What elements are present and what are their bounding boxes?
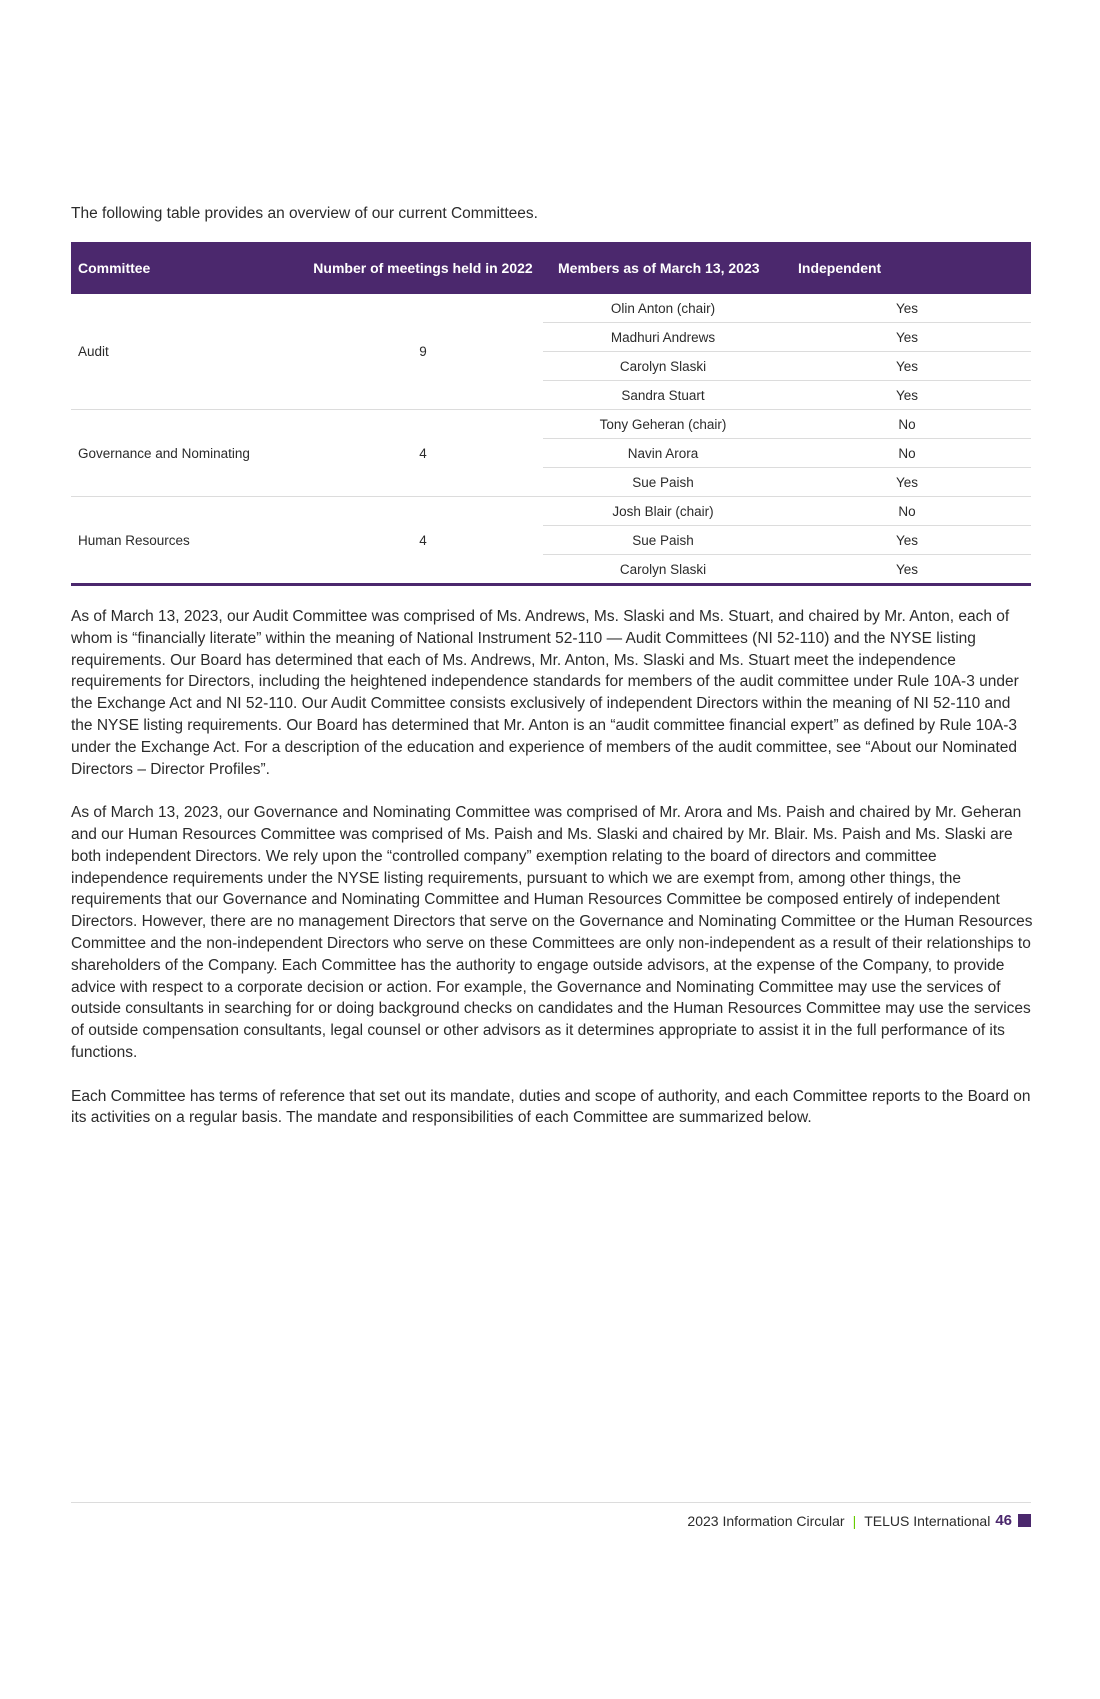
header-meetings: Number of meetings held in 2022 [303,242,543,294]
committee-name: Audit [71,294,303,410]
paragraph-governance-hr: As of March 13, 2023, our Governance and Nominating Committee was comprised of Mr. Arora and Ms. Paish and chaired by Mr. Geheran and our Human Resources Committee was comprised of Ms. Paish and Ms. Slaski and chaired by Mr. Blair. Ms. Paish and Ms. Slaski are both independent Directors. We rely upon the “controlled company” exemption relating to the board of directors and committee independence requirements under the NYSE listing requirements, pursuant to which we are exempt from, among other things, the requirements that our Governance and Nominating Committee and Human Resources Committee be composed entirely of independent Directors. However, there are no management Directors that serve on the Governance and Nominating Committee or the Human Resources Committee and the non-independent Directors who serve on these Committees are only non-independent as a result of their relationships to shareholders of the Company. Each Committee has the authority to engage outside advisors, at the expense of the Company, to provide advice with respect to a corporate decision or action. For example, the Governance and Nominating Committee may use the services of outside consultants in searching for or doing background checks on candidates and the Human Resources Committee may use the services of outside compensation consultants, legal counsel or other advisors as it determines appropriate to assist it in the full performance of its functions. [71,804,1033,1061]
body-text [71,606,1033,1151]
page-number: 46 [995,1512,1012,1529]
meetings-count: 9 [303,294,543,410]
meetings-count: 4 [303,497,543,585]
footer-separator: | [852,1512,857,1529]
footer-publication: 2023 Information Circular [687,1512,845,1529]
independent-value: Yes [783,323,1031,352]
table-row [71,410,1031,439]
member-name: Olin Anton (chair) [543,294,783,323]
member-name: Navin Arora [543,439,783,468]
table-row [71,497,1031,526]
footer-company: TELUS International [864,1512,991,1529]
independent-value: Yes [783,381,1031,410]
member-name: Sue Paish [543,468,783,497]
committees-table [71,242,1031,586]
independent-value: No [783,439,1031,468]
member-name: Madhuri Andrews [543,323,783,352]
member-name: Carolyn Slaski [543,555,783,585]
committee-name: Governance and Nominating [71,410,303,497]
independent-value: No [783,410,1031,439]
table-header-row [71,242,1031,294]
header-committee: Committee [71,242,303,294]
member-name: Sandra Stuart [543,381,783,410]
member-name: Carolyn Slaski [543,352,783,381]
header-independent: Independent [783,242,1031,294]
table-row [71,294,1031,323]
meetings-count: 4 [303,410,543,497]
square-marker-icon [1018,1514,1031,1527]
footer-divider [71,1502,1031,1503]
document-page [71,0,1031,1699]
page-footer [687,1512,1031,1529]
paragraph-audit-committee: As of March 13, 2023, our Audit Committee was comprised of Ms. Andrews, Ms. Slaski and Ms. Stuart, and chaired by Mr. Anton, each of whom is “financially literate” within the meaning of National Instrument 52-110 — Audit Committees (NI 52-110) and the NYSE listing requirements. Our Board has determined that each of Ms. Andrews, Mr. Anton, Ms. Slaski and Ms. Stuart meet the independence requirements for Directors, including the heightened independence standards for members of the audit committee under Rule 10A-3 under the Exchange Act and NI 52-110. Our Audit Committee consists exclusively of independent Directors within the meaning of NI 52-110 and the NYSE listing requirements. Our Board has determined that Mr. Anton is an “audit committee financial expert” as defined by Rule 10A-3 under the Exchange Act. For a description of the education and experience of members of the audit committee, see “About our Nominated Directors – Director Profiles”. [71,608,1019,778]
table-intro: The following table provides an overview of our current Committees. [71,205,538,222]
independent-value: Yes [783,555,1031,585]
committee-name: Human Resources [71,497,303,585]
header-members: Members as of March 13, 2023 [543,242,783,294]
independent-value: No [783,497,1031,526]
independent-value: Yes [783,526,1031,555]
independent-value: Yes [783,352,1031,381]
member-name: Josh Blair (chair) [543,497,783,526]
member-name: Tony Geheran (chair) [543,410,783,439]
independent-value: Yes [783,468,1031,497]
independent-value: Yes [783,294,1031,323]
member-name: Sue Paish [543,526,783,555]
paragraph-terms-of-reference: Each Committee has terms of reference that set out its mandate, duties and scope of authority, and each Committee reports to the Board on its activities on a regular basis. The mandate and responsibilities of each Committee are summarized below. [71,1087,1031,1127]
